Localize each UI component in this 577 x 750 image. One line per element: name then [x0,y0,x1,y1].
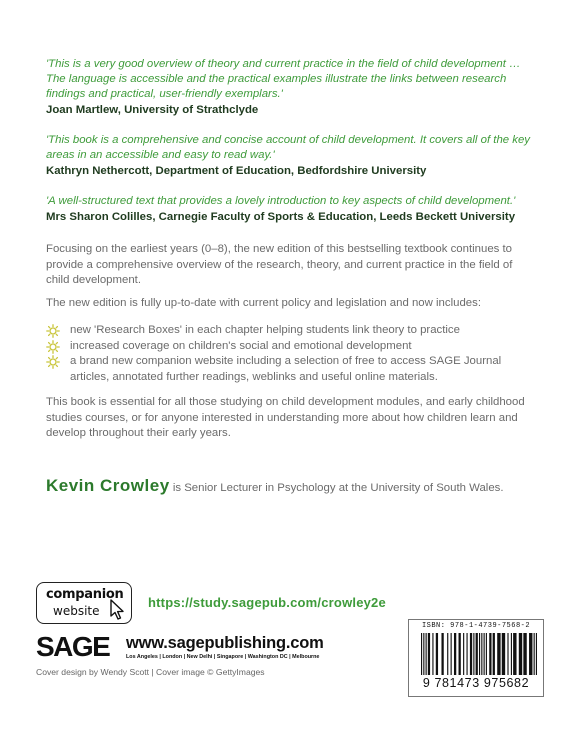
companion-website-badge[interactable] [36,582,132,624]
barcode-bar [436,633,438,675]
publisher-url[interactable]: www.sagepublishing.com [126,634,324,652]
isbn-label: ISBN: 978-1-4739-7568-2 [421,622,531,630]
barcode-bar [470,633,472,675]
barcode-bar [432,633,433,675]
sun-icon [46,324,60,338]
svg-text:SAGE: SAGE [36,633,110,659]
list-item [46,354,538,385]
barcode-bar [447,633,448,675]
description-paragraph-1: Focusing on the earliest years (0–8), the new edition of this bestselling textbook continues to provide a comprehensive overview of the research, theory, and current practice in the field of child development. [46,243,513,287]
barcode-bar [523,633,526,675]
author-bio [46,476,546,496]
barcode-bar [481,633,482,675]
barcode-bar [451,633,452,675]
barcode-bar [484,633,485,675]
quote-author: Mrs Sharon Colilles, Carnegie Faculty of Sports & Education, Leeds Beckett University [46,211,516,223]
cover-credits: Cover design by Wendy Scott | Cover image © GettyImages [36,667,265,677]
sage-logo [36,633,118,659]
barcode-bar [536,633,537,675]
barcode-bar [493,633,495,675]
isbn-barcode [408,619,544,697]
barcode-bar [466,633,467,675]
barcode-bar [423,633,424,675]
feature-list [46,323,538,385]
list-item-text: increased coverage on children's social and emotional development [70,339,412,352]
barcode-bar [454,633,456,675]
barcode-bar [421,633,422,675]
quote-text: 'This book is a comprehensive and concise account of child development. It covers all of the key areas in an accessible and easy to read way.' [46,134,531,161]
barcode-bar [428,633,430,675]
quote-author: Kathryn Nethercott, Department of Education, Bedfordshire University [46,165,427,177]
barcode-bar [507,633,508,675]
sun-icon [46,355,60,369]
quote-text: 'A well-structured text that provides a lovely introduction to key aspects of child development.' [46,195,516,207]
list-item [46,323,538,339]
list-item-text: new 'Research Boxes' in each chapter helping students link theory to practice [70,324,460,336]
companion-label: companion [46,587,124,602]
barcode-bar [489,633,491,675]
barcode-bar [486,633,487,675]
barcode-bar [441,633,443,675]
barcode-bar [511,633,512,675]
companion-website-link[interactable]: https://study.sagepub.com/crowley2e [148,595,386,610]
barcode-bar [476,633,478,675]
review-quote-3 [46,194,541,225]
barcode-bar [534,633,535,675]
list-item [46,339,538,355]
sun-icon [46,340,60,354]
barcode-bar [502,633,505,675]
barcode-bar [497,633,500,675]
barcode-bar [426,633,427,675]
description-paragraph-3: This book is essential for all those studying on child development modules, and early childhood studies courses, or for anyone interested in understanding more about how children learn and develop throughout their early years. [46,396,525,440]
barcode-bar [463,633,464,675]
review-quote-2 [46,133,541,179]
barcode-bar [473,633,474,675]
description-paragraph-2: The new edition is fully up-to-date with current policy and legislation and now includes: [46,297,481,309]
barcode-bar [479,633,480,675]
author-bio-text: is Senior Lecturer in Psychology at the University of South Wales. [169,482,504,494]
barcode-bar [513,633,516,675]
quote-text: 'This is a very good overview of theory and current practice in the field of child development … The language is accessible and the practical examples illustrate the links between research findings and practical, user-friendly exemplars.' [46,58,521,100]
barcode-bar [459,633,461,675]
review-quote-1 [46,57,541,118]
barcode-bars [421,633,537,675]
author-name: Kevin Crowley [46,476,170,495]
barcode-digits: 9 781473 975682 [422,676,530,690]
cursor-icon [109,599,127,621]
list-item-text: a brand new companion website including a selection of free to access SAGE Journal articles, annotated further readings, weblinks and useful online materials. [70,355,502,383]
quote-author: Joan Martlew, University of Strathclyde [46,104,259,116]
barcode-bar [529,633,532,675]
publisher-cities: Los Angeles | London | New Delhi | Singapore | Washington DC | Melbourne [126,654,320,660]
website-label: website [53,604,100,618]
barcode-bar [519,633,522,675]
